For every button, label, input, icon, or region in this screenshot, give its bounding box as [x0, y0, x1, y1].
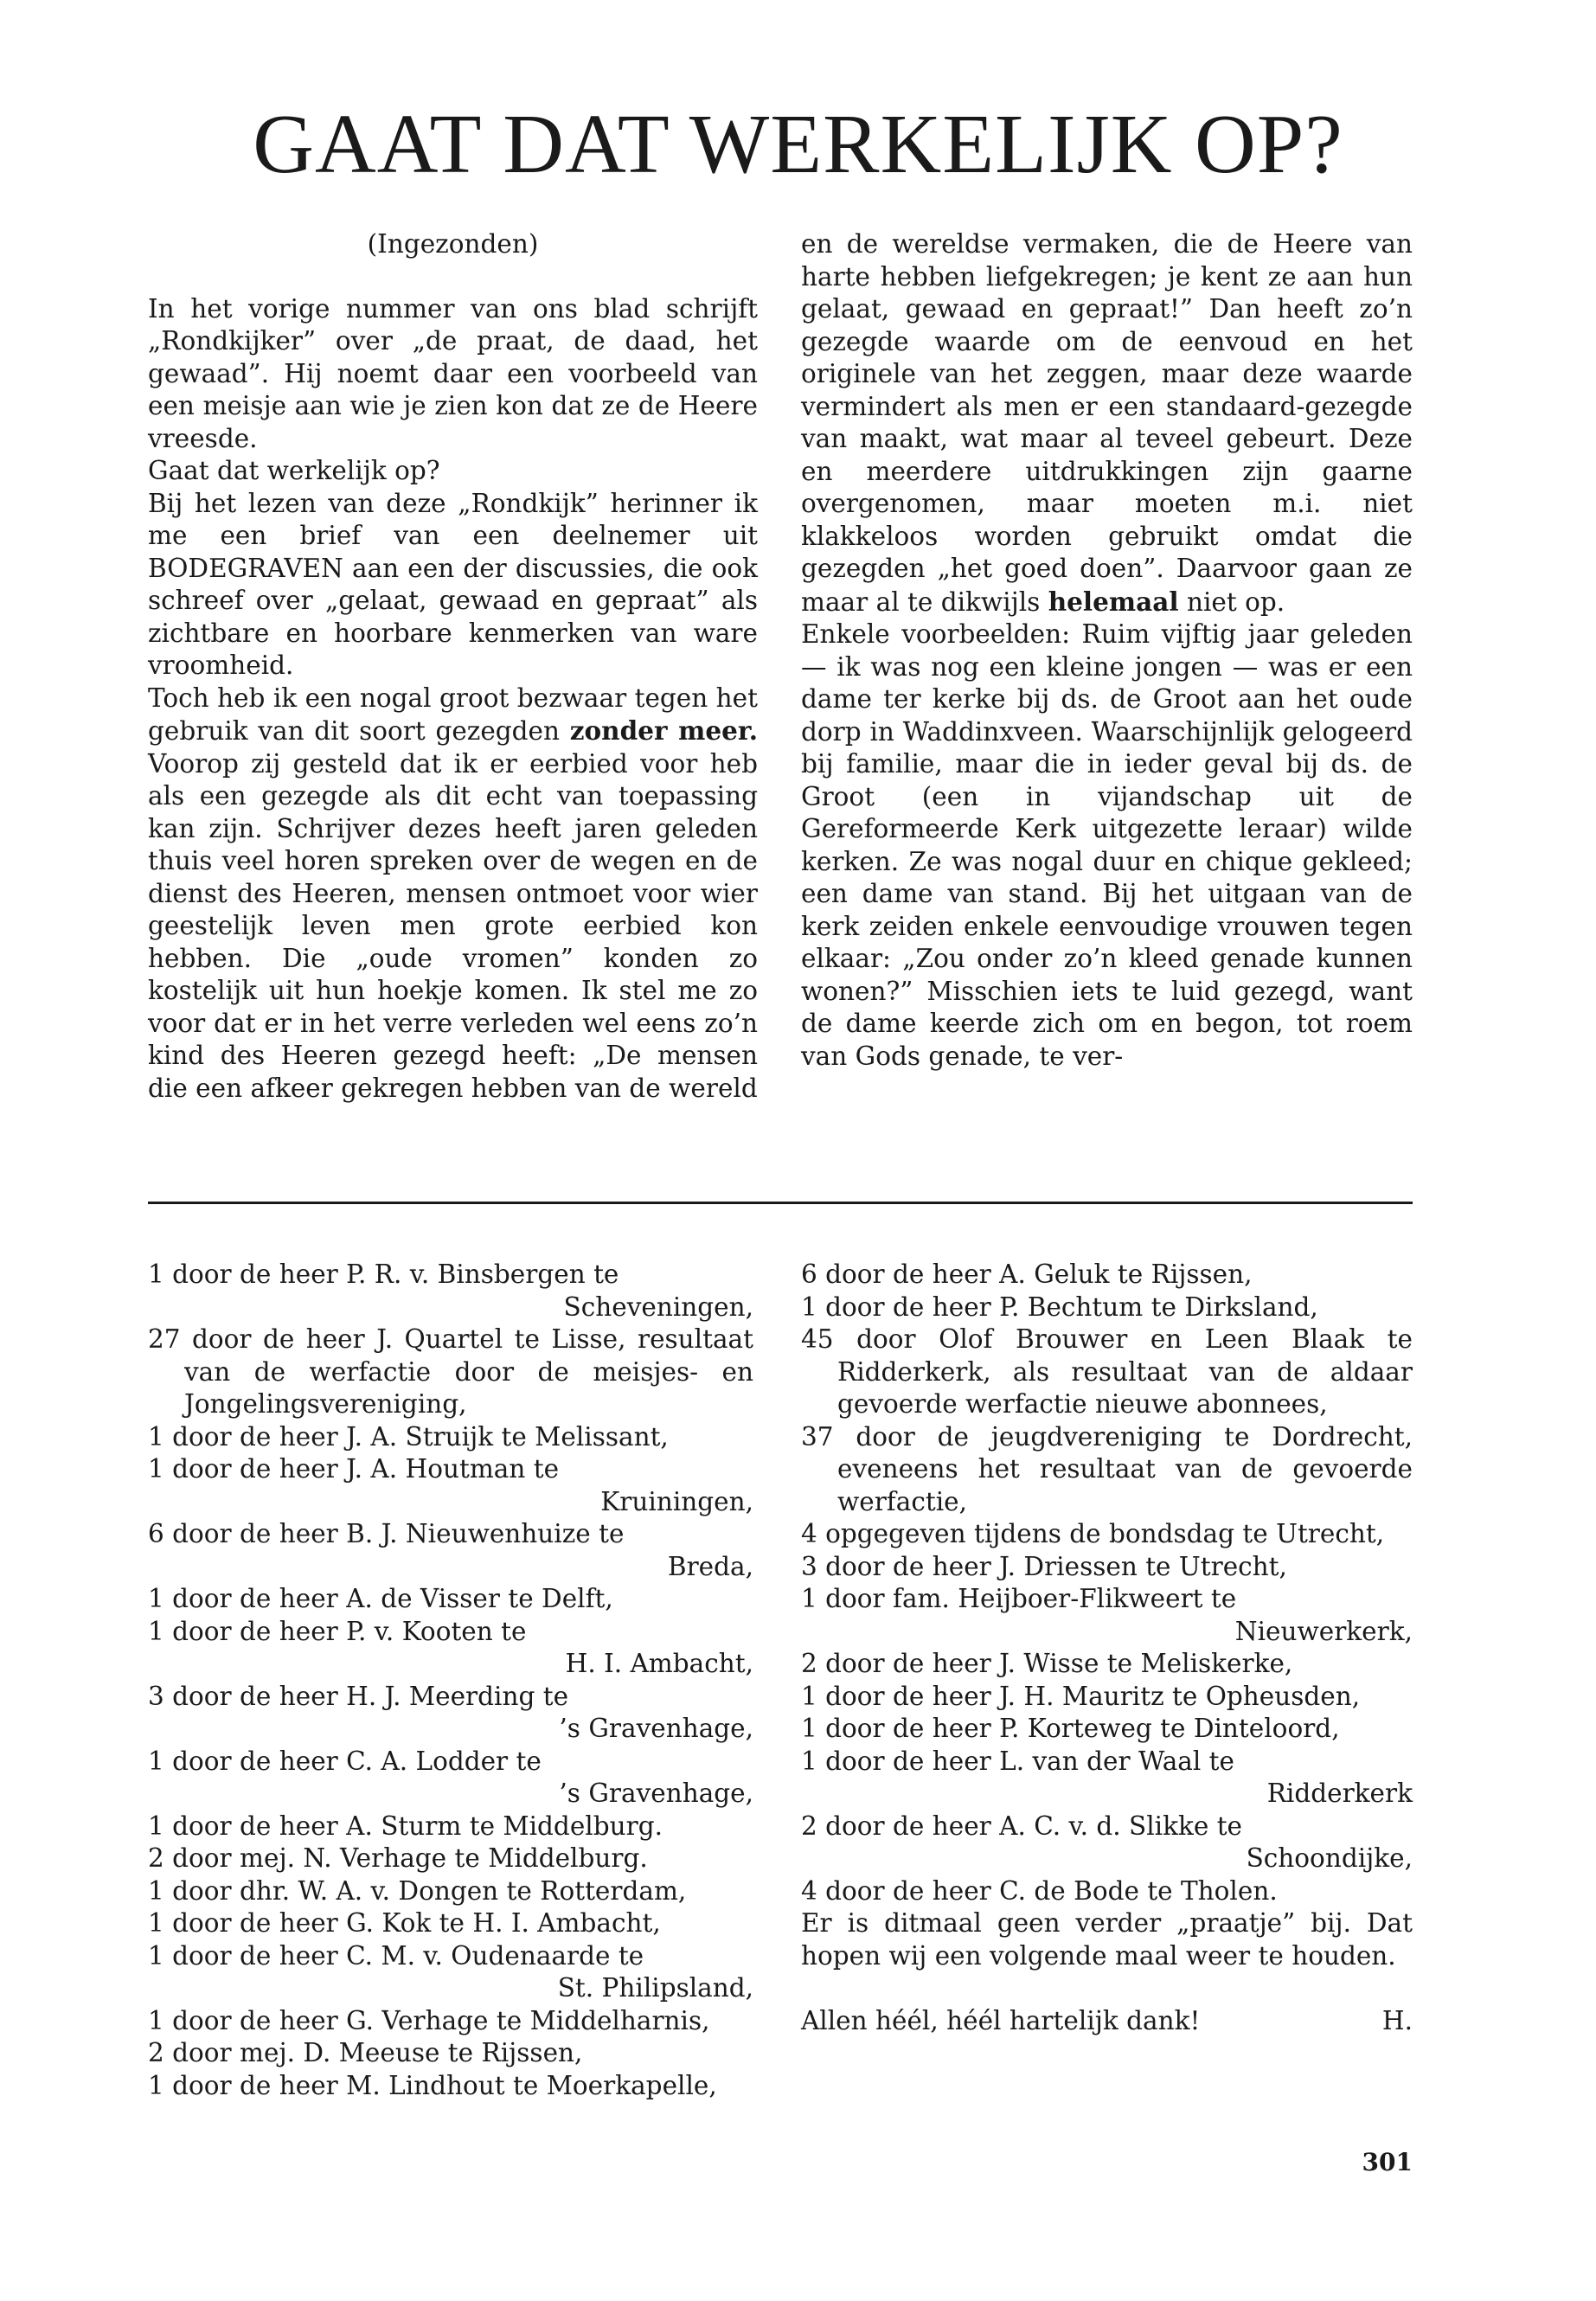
subscriber-entry-text: 27 door de heer J. Quartel te Lisse, resultaat van de werfactie door de meisjes- en Jongelingsvereniging, [148, 1324, 753, 1419]
page-title: GAAT DAT WERKELIJK OP? [253, 98, 1343, 191]
article-paragraph: en de wereldse vermaken, die de Heere van harte hebben liefgekregen; je kent ze aan hun gelaat, gewaad en gepraat!” Dan heeft zo’n gezegde waarde om de eenvoud en het originele van het zeggen, maar deze waarde vermindert als men er een standaard-gezegde van maakt, wat maar al teveel gebeurt. Deze en meerdere uitdrukkingen zijn gaarne overgenomen, maar moeten m.i. niet klakkeloos worden gebruikt omdat die gezegden „het goed doen”. Daarvoor gaan ze maar al te dikwijls helemaal niet op. [801, 229, 1413, 617]
subscriber-entry-text: 1 door de heer J. A. Struijk te Melissant, [148, 1421, 669, 1452]
subscriber-entry [148, 1875, 753, 1908]
subscriber-entry [148, 1453, 753, 1518]
subscriber-entry [801, 1811, 1413, 1875]
subscriber-entry-text: 1 door de heer A. de Visser te Delft, [148, 1584, 613, 1613]
subscriber-entry-text: 1 door de heer P. Bechtum te Dirksland, [801, 1292, 1318, 1322]
subscriber-entry [801, 1648, 1413, 1681]
subscriber-entry-place: H. I. Ambacht, [565, 1649, 753, 1678]
subscriber-entry-text: 1 door de heer C. M. v. Oudenaarde te [148, 1940, 644, 1971]
thanks-text: Allen héél, héél hartelijk dank! [801, 2006, 1201, 2035]
article-subtitle: (Ingezonden) [367, 229, 539, 259]
article-paragraph: Gaat dat werkelijk op? [148, 456, 440, 485]
subscriber-entry [801, 1324, 1413, 1421]
subscriber-entry [148, 1616, 753, 1681]
subscriber-entry-place: St. Philipsland, [557, 1973, 753, 2003]
article-column-left [148, 228, 758, 1105]
subscriber-entry-text: 2 door de heer J. Wisse te Meliskerke, [801, 1649, 1293, 1678]
subscriber-entry [148, 2005, 753, 2038]
subscriber-entry-text: 37 door de jeugdvereniging te Dordrecht, eveneens het resultaat van de gevoerde werfactie, [801, 1421, 1413, 1516]
subscriber-entry-text: 6 door de heer A. Geluk te Rijssen, [801, 1259, 1253, 1289]
subscriber-entry-text: 3 door de heer J. Driessen te Utrecht, [801, 1551, 1287, 1581]
subscriber-entry [801, 1583, 1413, 1648]
signature: H. [1381, 2006, 1413, 2035]
subscriber-entry [148, 2070, 753, 2103]
subscriber-entry [801, 1681, 1413, 1714]
section-divider [148, 1202, 1413, 1204]
subscriber-entry-text: 4 door de heer C. de Bode te Tholen. [801, 1875, 1278, 1906]
subscriber-entry-place: ’s Gravenhage, [559, 1714, 753, 1743]
subscriber-entry-text: 1 door de heer L. van der Waal te [801, 1746, 1234, 1776]
subscriber-list-items [801, 1259, 1413, 1907]
subscriber-entry-text: 1 door de heer G. Kok te H. I. Ambacht, [148, 1908, 661, 1938]
subscriber-entry [801, 1713, 1413, 1746]
subscriber-entry [148, 1421, 753, 1454]
subscriber-entry-place: Breda, [667, 1551, 753, 1581]
subscriber-entry [148, 1746, 753, 1811]
subscriber-entry [148, 1940, 753, 2005]
subscriber-entry-place: ’s Gravenhage, [559, 1779, 753, 1808]
article-column-right [801, 228, 1413, 1073]
subscriber-list-right [801, 1259, 1413, 2038]
subscriber-entry-text: 2 door mej. N. Verhage te Middelburg. [148, 1843, 648, 1873]
subscriber-entry [801, 1551, 1413, 1584]
page-number: 301 [1362, 2148, 1413, 2176]
subscriber-entry-text: 2 door de heer A. C. v. d. Slikke te [801, 1811, 1243, 1841]
subscriber-entry [148, 1907, 753, 1940]
subscriber-entry-place: Scheveningen, [563, 1292, 753, 1322]
subscriber-entry-text: 2 door mej. D. Meeuse te Rijssen, [148, 2038, 583, 2067]
article-paragraph: Bij het lezen van deze „Rondkijk” herinner ik me een brief van een deelnemer uit BODEGRAVEN aan een der discussies, die ook schreef over „gelaat, gewaad en gepraat” als zichtbare en hoorbare kenmerken van ware vroomheid. [148, 488, 758, 680]
subscriber-entry-place: Kruiningen, [600, 1486, 753, 1516]
article-paragraph: In het vorige nummer van ons blad schrijft „Rondkijker” over „de praat, de daad, het gewaad”. Hij noemt daar een voorbeeld van een meisje aan wie je zien kon dat ze de Heere vreesde. [148, 293, 758, 453]
subscriber-entry-text: 3 door de heer H. J. Meerding te [148, 1681, 569, 1711]
subscriber-entry-place: Nieuwerkerk, [1234, 1616, 1413, 1646]
subscriber-entry [148, 1259, 753, 1324]
subscriber-entry-text: 1 door de heer G. Verhage te Middelharnis, [148, 2005, 710, 2035]
thanks-row [801, 2005, 1413, 2038]
emphasis-text: helemaal [1048, 586, 1179, 617]
subscriber-entry-text: 45 door Olof Brouwer en Leen Blaak te Ridderkerk, als resultaat van de aldaar gevoerde werfactie nieuwe abonnees, [801, 1324, 1413, 1419]
subscriber-entry-text: 1 door de heer P. R. v. Binsbergen te [148, 1259, 619, 1289]
subscriber-entry-text: 6 door de heer B. J. Nieuwenhuize te [148, 1519, 625, 1548]
subscriber-entry-text: 1 door de heer J. A. Houtman te [148, 1454, 560, 1484]
subscriber-entry [148, 1583, 753, 1616]
subscriber-entry [148, 2037, 753, 2070]
subscriber-entry [801, 1746, 1413, 1811]
subscriber-entry-text: 1 door dhr. W. A. v. Dongen te Rotterdam, [148, 1875, 687, 1906]
subscriber-entry [801, 1875, 1413, 1908]
subscriber-list-left [148, 1259, 753, 2102]
subscriber-entry [148, 1518, 753, 1583]
subscriber-entry [148, 1681, 753, 1746]
subscriber-entry-place: Ridderkerk [1266, 1779, 1413, 1808]
subscriber-entry [148, 1324, 753, 1421]
subscriber-entry [148, 1811, 753, 1843]
subscriber-entry [801, 1259, 1413, 1292]
subscriber-entry-text: 1 door de heer P. Korteweg te Dinteloord, [801, 1714, 1340, 1743]
subscriber-entry-text: 1 door de heer J. H. Mauritz te Opheusden, [801, 1681, 1361, 1711]
subscriber-entry-text: 4 opgegeven tijdens de bondsdag te Utrecht, [801, 1519, 1385, 1548]
subscriber-entry-text: 1 door fam. Heijboer-Flikweert te [801, 1584, 1237, 1613]
subscriber-entry [148, 1843, 753, 1875]
subscriber-entry-text: 1 door de heer M. Lindhout te Moerkapelle, [148, 2070, 717, 2100]
subscriber-entry-text: 1 door de heer P. v. Kooten te [148, 1616, 527, 1646]
subscriber-entry [801, 1292, 1413, 1324]
emphasis-text: zonder meer. [569, 715, 758, 746]
subscriber-entry-place: Schoondijke, [1246, 1843, 1413, 1873]
subscriber-entry-text: 1 door de heer C. A. Lodder te [148, 1746, 542, 1776]
article-paragraph: Toch heb ik een nogal groot bezwaar tegen het gebruik van dit soort gezegden zonder meer. Voorop zij gesteld dat ik er eerbied voor heb als een gezegde als dit echt van toepassing kan zijn. Schrijver dezes heeft jaren geleden thuis veel horen spreken over de wegen en de dienst des Heeren, mensen ontmoet voor wier geestelijk leven men grote eerbied kon hebben. Die „oude vromen” konden zo kostelijk uit hun hoekje komen. Ik stel me zo voor dat er in het verre verleden wel eens zo’n kind des Heeren gezegd heeft: „De mensen die een afkeer gekregen hebben van de wereld [148, 683, 758, 1103]
article-paragraph: Enkele voorbeelden: Ruim vijftig jaar geleden — ik was nog een kleine jongen — was er een dame ter kerke bij ds. de Groot aan het oude dorp in Waddinxveen. Waarschijnlijk gelogeerd bij familie, maar die in ieder geval bij ds. de Groot (een in vijandschap uit de Gereformeerde Kerk uitgezette leraar) wilde kerken. Ze was nogal duur en chique gekleed; een dame van stand. Bij het uitgaan van de kerk zeiden enkele eenvoudige vrouwen tegen elkaar: „Zou onder zo’n kleed genade kunnen wonen?” Misschien iets te luid gezegd, want de dame keerde zich om en begon, tot roem van Gods genade, te ver- [801, 619, 1413, 1071]
subscriber-entry [801, 1421, 1413, 1519]
closing-note: Er is ditmaal geen verder „praatje” bij. Dat hopen wij een volgende maal weer te houden. [801, 1908, 1413, 1971]
subscriber-entry-text: 1 door de heer A. Sturm te Middelburg. [148, 1811, 663, 1841]
subscriber-entry [801, 1518, 1413, 1551]
